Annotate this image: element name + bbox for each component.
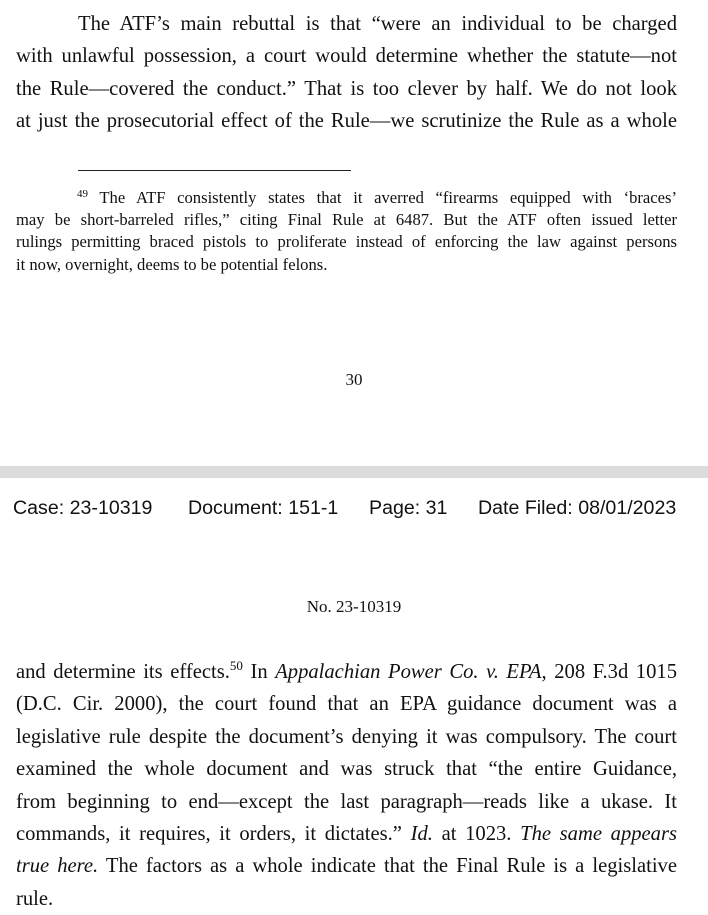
document-number: Document: 151-1 xyxy=(188,497,339,519)
text-segment: , 208 F.3d 1015 xyxy=(541,661,677,683)
text-line: (D.C. Cir. 2000), the court found that an EPA guidance document was a xyxy=(16,693,677,716)
text-line: at just the prosecutorial effect of the Rule—we scrutinize the Rule as a whole xyxy=(16,110,677,133)
docket-number: No. 23-10319 xyxy=(306,597,402,616)
footnote-reference: 50 xyxy=(229,658,243,673)
body-paragraph-top xyxy=(16,8,677,138)
footnote-number: 49 xyxy=(77,188,88,200)
text-line: rule. xyxy=(16,887,54,910)
text-line xyxy=(16,656,677,688)
body-paragraph-bottom xyxy=(16,656,677,915)
footnote-line xyxy=(16,187,677,209)
footnote-line: rulings permitting braced pistols to proliferate instead of enforcing the law against persons xyxy=(16,232,677,252)
text-segment: and determine its effects. xyxy=(16,661,230,683)
text-line xyxy=(16,850,677,882)
case-number: Case: 23-10319 xyxy=(13,497,153,519)
page-separator xyxy=(0,466,708,478)
text-segment: In xyxy=(242,661,276,683)
footnote-divider xyxy=(78,170,351,171)
text-segment: commands, it requires, it orders, it dictates.” xyxy=(16,823,411,846)
text-line: with unlawful possession, a court would determine whether the statute—not xyxy=(16,45,677,68)
text-segment: The factors as a whole indicate that the Final Rule is a legislative xyxy=(98,855,677,878)
text-segment: at 1023. xyxy=(432,823,521,846)
text-line: the Rule—covered the conduct.” That is too clever by half. We do not look xyxy=(16,77,677,100)
text-line xyxy=(16,818,677,850)
id-citation: Id. xyxy=(410,823,433,846)
page-indicator: Page: 31 xyxy=(369,497,448,519)
footnote-49 xyxy=(16,187,677,276)
case-citation: Appalachian Power Co. v. EPA xyxy=(275,661,542,683)
text-line: examined the whole document and was struck that “the entire Guidance, xyxy=(16,758,677,781)
footnote-line: may be short-barreled rifles,” citing Final Rule at 6487. But the ATF often issued letter xyxy=(16,210,677,230)
footnote-text: The ATF consistently states that it averred “firearms equipped with ‘braces’ xyxy=(99,188,677,207)
page-number: 30 xyxy=(345,370,363,389)
italic-text: true here. xyxy=(16,855,99,878)
text-line: The ATF’s main rebuttal is that “were an individual to be charged xyxy=(78,13,677,35)
text-line: legislative rule despite the document’s denying it was compulsory. The court xyxy=(16,725,677,748)
footnote-line: it now, overnight, deems to be potential felons. xyxy=(16,254,328,274)
text-line: from beginning to end—except the last paragraph—reads like a ukase. It xyxy=(16,790,677,813)
italic-text: The same appears xyxy=(520,823,678,846)
date-filed: Date Filed: 08/01/2023 xyxy=(478,497,677,519)
